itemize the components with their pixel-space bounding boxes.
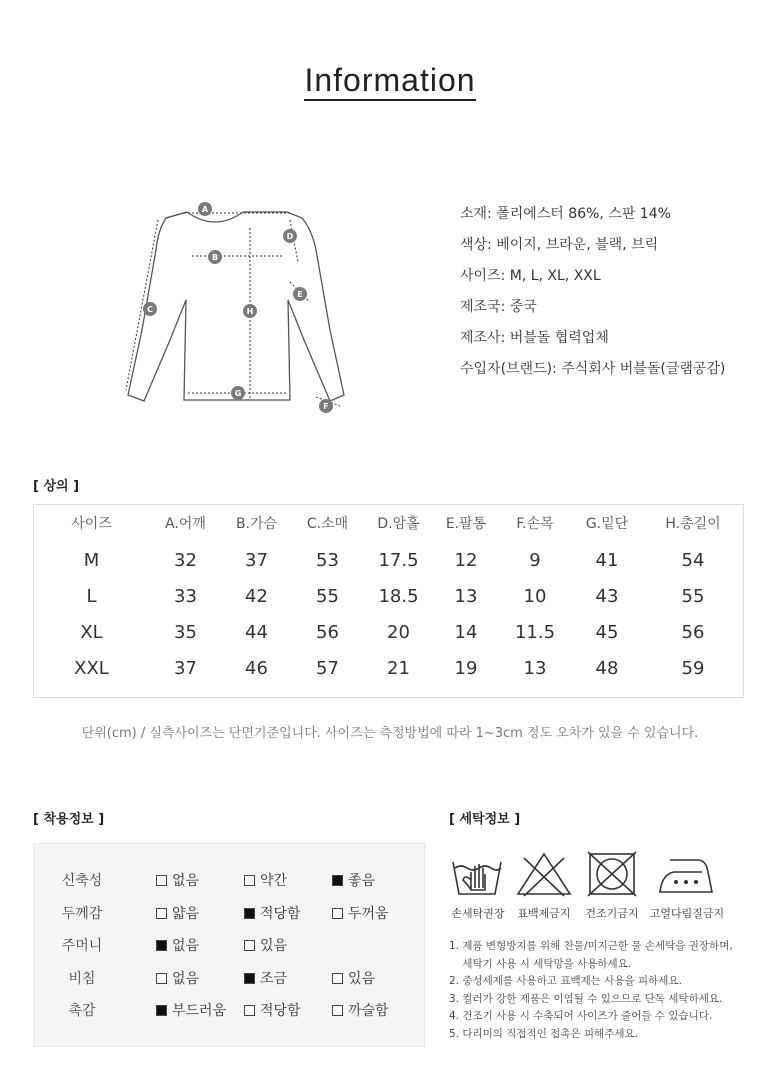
size-table-header: 사이즈 — [71, 516, 112, 532]
size-table-header: G.밑단 — [585, 516, 629, 532]
size-table-cell: 18.5 — [378, 585, 419, 607]
size-note: 단위(cm) / 실측사이즈는 단면기준입니다. 사이즈는 측정방법에 따라 1~3cm 정도 오차가 있을 수 있습니다. — [81, 726, 699, 741]
spec-material: 소재: 폴리에스터 86%, 스판 14% — [460, 206, 671, 222]
size-table-cell: 13 — [523, 657, 547, 679]
spec-sizes: 사이즈: M, L, XL, XXL — [460, 268, 601, 284]
spec-colors: 색상: 베이지, 브라운, 블랙, 브릭 — [460, 237, 659, 253]
wear-option — [156, 968, 199, 988]
marker-label-d: D — [286, 232, 294, 241]
size-table-cell: 57 — [316, 657, 339, 679]
size-table-cell: 37 — [245, 549, 268, 571]
size-table-cell: 41 — [595, 549, 619, 571]
wear-info-box — [33, 843, 425, 1047]
wear-option — [156, 935, 199, 955]
size-table-cell: XL — [80, 621, 103, 643]
size-table-cell: 10 — [523, 585, 547, 607]
size-table-header: H.총길이 — [665, 516, 721, 532]
size-table-cell: 13 — [454, 585, 478, 607]
wear-row-label: 두께감 — [61, 905, 103, 922]
checked-box-icon — [156, 940, 167, 951]
wear-option-label: 없음 — [172, 873, 200, 889]
wear-row — [34, 928, 426, 960]
wear-option — [244, 870, 287, 890]
checked-box-icon — [332, 875, 343, 886]
marker-label-c: C — [147, 305, 153, 314]
empty-box-icon — [244, 940, 255, 951]
wash-note-4: 4. 건조기 사용 시 수축되어 사이즈가 줄어들 수 있습니다. — [449, 1010, 713, 1022]
wear-row — [34, 961, 426, 993]
size-table-cell: 46 — [245, 657, 268, 679]
marker-label-g: G — [234, 389, 242, 398]
size-table-cell: 37 — [174, 657, 197, 679]
wear-option-label: 있음 — [260, 938, 288, 954]
size-table-cell: 17.5 — [378, 549, 419, 571]
wear-option-label: 얇음 — [172, 905, 200, 922]
checked-box-icon — [244, 973, 255, 984]
size-table-cell: 56 — [681, 621, 705, 643]
wear-option-label: 조금 — [260, 970, 288, 987]
wear-row-label: 신축성 — [61, 873, 103, 889]
empty-box-icon — [332, 908, 343, 919]
size-table-cell: 11.5 — [514, 621, 556, 643]
wear-row-label: 비침 — [68, 970, 96, 987]
size-table-cell: 53 — [316, 549, 339, 571]
size-table-header: C.소매 — [306, 516, 349, 532]
wear-option-label: 부드러움 — [172, 1003, 227, 1019]
wear-option — [156, 1000, 226, 1020]
size-table-row — [33, 650, 744, 686]
size-table-cell: 14 — [454, 621, 478, 643]
hand-wash-label: 손세탁권장 — [451, 907, 505, 920]
wear-row — [34, 896, 426, 928]
wear-option — [244, 903, 301, 923]
wear-option-label: 있음 — [348, 970, 376, 987]
size-table-row — [33, 542, 744, 578]
no-bleach-icon — [514, 850, 574, 898]
wash-note-3: 3. 컬러가 강한 제품은 이염될 수 있으므로 단독 세탁하세요. — [449, 992, 723, 1005]
wear-option-label: 좋음 — [348, 873, 376, 889]
marker-label-f: F — [323, 402, 329, 411]
size-table-cell: 12 — [454, 549, 478, 571]
empty-box-icon — [156, 875, 167, 886]
wear-option — [332, 1000, 389, 1020]
size-table — [33, 504, 744, 686]
empty-box-icon — [244, 1005, 255, 1016]
wear-option-label: 적당함 — [260, 1003, 301, 1019]
size-table-cell: 55 — [681, 585, 705, 607]
size-table-cell: 42 — [245, 585, 268, 607]
wear-option-label: 약간 — [260, 873, 288, 889]
product-specs — [460, 204, 725, 390]
size-table-cell: L — [86, 585, 97, 607]
wear-option-label: 적당함 — [260, 905, 301, 922]
marker-label-a: A — [201, 205, 209, 214]
size-table-cell: 44 — [245, 621, 268, 643]
size-table-header: E.팔통 — [445, 516, 487, 532]
size-table-cell: 33 — [174, 585, 197, 607]
checked-box-icon — [244, 908, 255, 919]
size-table-header: A.어깨 — [165, 516, 206, 532]
size-table-cell: XXL — [74, 657, 109, 679]
wear-option — [332, 903, 389, 923]
marker-label-e: E — [297, 290, 303, 299]
marker-label-b: B — [211, 253, 219, 262]
wear-row-label: 촉감 — [68, 1003, 96, 1019]
size-table-row — [33, 578, 744, 614]
wear-option-label: 없음 — [172, 938, 200, 954]
empty-box-icon — [156, 973, 167, 984]
hand-wash-icon — [447, 850, 507, 898]
size-table-cell: 54 — [681, 549, 705, 571]
wear-row — [34, 863, 426, 895]
wear-option-label: 없음 — [172, 970, 200, 987]
empty-box-icon — [244, 875, 255, 886]
size-table-cell: 45 — [595, 621, 619, 643]
checked-box-icon — [156, 1005, 167, 1016]
size-table-cell: 32 — [174, 549, 197, 571]
spec-importer: 수입자(브랜드): 주식회사 버블돌(글램공감) — [460, 361, 726, 377]
wear-option — [332, 968, 375, 988]
size-table-header: D.암홀 — [377, 516, 420, 532]
wash-notes — [449, 938, 733, 1043]
wear-option — [244, 935, 287, 955]
size-table-cell: 19 — [454, 657, 478, 679]
wear-option-label: 까슬함 — [348, 1003, 389, 1019]
wear-section-label: [ 착용정보 ] — [33, 812, 105, 827]
size-table-cell: 35 — [174, 621, 197, 643]
size-table-header: F.손목 — [516, 516, 554, 532]
wear-option — [244, 1000, 301, 1020]
iron-high-icon — [656, 850, 716, 898]
size-table-cell: 43 — [595, 585, 619, 607]
spec-origin: 제조국: 중국 — [460, 299, 537, 315]
size-table-cell: 48 — [595, 657, 619, 679]
spec-manufacturer: 제조사: 버블돌 협력업체 — [460, 330, 609, 346]
wear-option — [332, 870, 375, 890]
wear-option — [244, 968, 287, 988]
wash-note-1b: 세탁기 사용 시 세탁망을 사용하세요. — [449, 957, 632, 970]
wear-row — [34, 993, 426, 1025]
size-table-cell: 9 — [529, 549, 541, 571]
size-table-cell: 59 — [681, 657, 705, 679]
size-table-cell: 21 — [387, 657, 410, 679]
page-title: Information — [0, 62, 780, 99]
wear-option — [156, 903, 199, 923]
wear-option — [156, 870, 199, 890]
empty-box-icon — [156, 908, 167, 919]
wear-option-label: 두꺼움 — [348, 905, 389, 922]
wear-row-label: 주머니 — [61, 938, 103, 954]
top-section-label: [ 상의 ] — [33, 479, 80, 494]
wash-note-2: 2. 중성세제를 사용하고 표백제는 사용을 피하세요. — [449, 975, 682, 987]
marker-label-h: H — [246, 307, 254, 316]
garment-measurement-diagram — [112, 190, 362, 420]
size-table-cell: 56 — [316, 621, 339, 643]
size-table-header: B.가슴 — [235, 516, 278, 532]
iron-high-label: 고열다림질금지 — [649, 907, 725, 920]
no-tumble-dry-icon — [582, 850, 642, 898]
wash-section-label: [ 세탁정보 ] — [449, 812, 521, 827]
empty-box-icon — [332, 973, 343, 984]
size-table-row — [33, 614, 744, 650]
no-tumble-dry-label: 건조기금지 — [585, 907, 639, 920]
empty-box-icon — [332, 1005, 343, 1016]
wash-note-1: 1. 제품 변형방지를 위해 찬물/미지근한 물 손세탁을 권장하며, — [449, 940, 733, 952]
size-table-cell: M — [83, 549, 100, 571]
no-bleach-label: 표백제금지 — [517, 907, 571, 920]
size-table-cell: 20 — [387, 621, 410, 643]
wash-note-5: 5. 다리미의 직접적인 접촉은 피해주세요. — [449, 1027, 638, 1040]
size-table-cell: 55 — [316, 585, 339, 607]
